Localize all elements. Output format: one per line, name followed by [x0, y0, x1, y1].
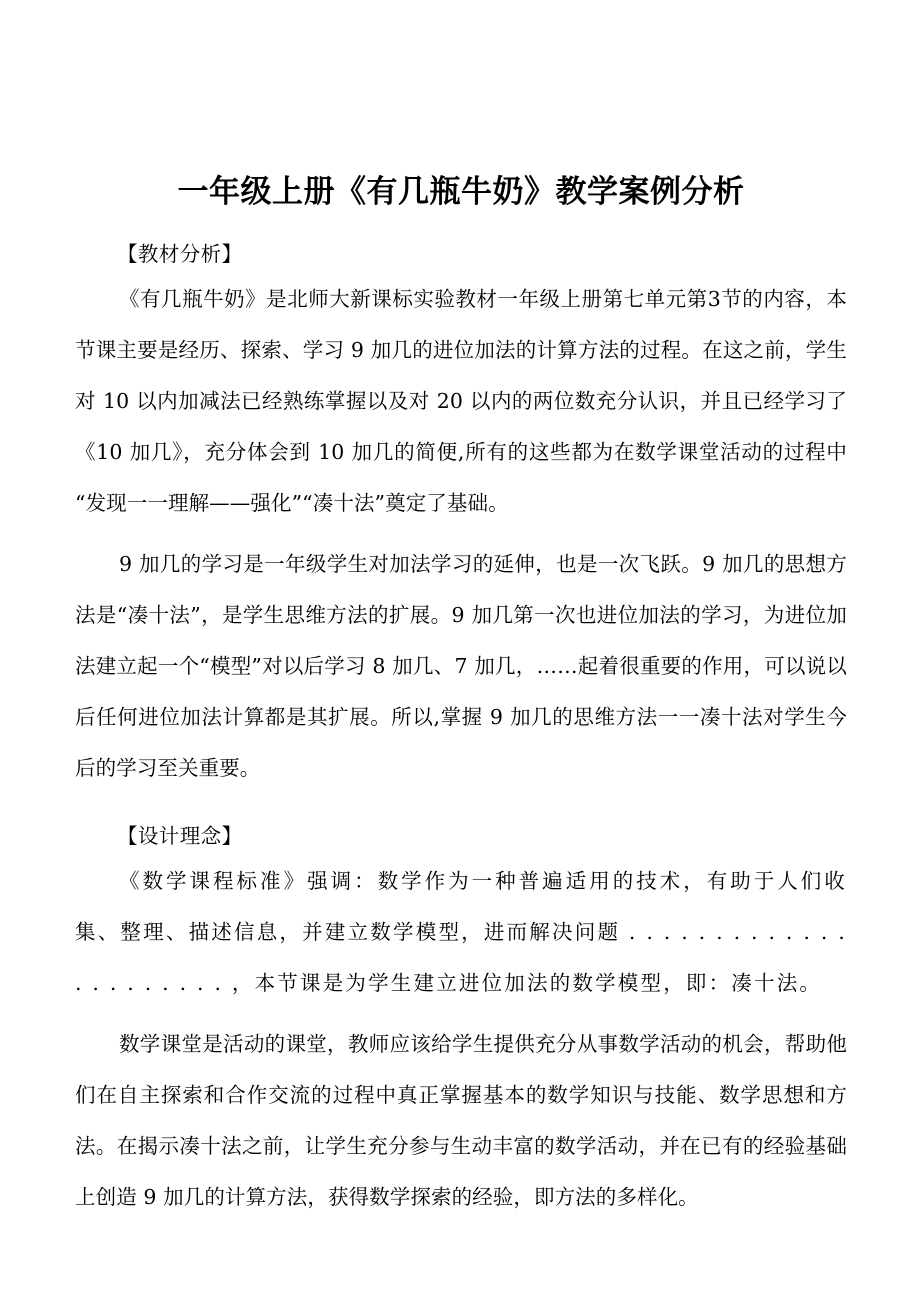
- paragraph-design-concept-2: 数学课堂是活动的课堂，教师应该给学生提供充分从事数学活动的机会，帮助他们在自主探索和合作交流的过程中真正掌握基本的数学知识与技能、数学思想和方法。在揭示凑十法之前，让学生充分参与生动丰富的数学活动，并在已有的经验基础上创造 9 加几的计算方法，获得数学探索的经验，即方法的多样化。: [75, 1032, 847, 1209]
- document-content: [75, 0, 847, 1223]
- paragraph-textbook-analysis-2: 9 加几的学习是一年级学生对加法学习的延伸，也是一次飞跃。9 加几的思想方法是“凑十法”，是学生思维方法的扩展。9 加几第一次也进位加法的学习，为进位加法建立起一个“模型”对以后学习 8 加几、7 加几，……起着很重要的作用，可以说以后任何进位加法计算都是其扩展。所以,掌握 9 加几的思维方法一一凑十法对学生今后的学习至关重要。: [75, 552, 847, 780]
- paragraph-textbook-analysis-1: 《有几瓶牛奶》是北师大新课标实验教材一年级上册第七单元第3节的内容，本节课主要是经历、探索、学习 9 加几的进位加法的计算方法的过程。在这之前，学生对 10 以内加减法已经熟练掌握以及对 20 以内的两位数充分认识，并且已经学习了《10 加几》，充分体会到 10 加几的简便,所有的这些都为在数学课堂活动的过程中“发现一一理解——强化”“凑十法”奠定了基础。: [75, 287, 847, 515]
- section-heading-design-concept: 【设计理念】: [117, 824, 243, 848]
- page-title: 一年级上册《有几瓶牛奶》教学案例分析: [177, 174, 745, 210]
- section-heading-teaching-material-analysis: 【教材分析】: [117, 242, 243, 266]
- paragraph-design-concept-1: 《数学课程标准》强调：数学作为一种普遍适用的技术，有助于人们收集、整理、描述信息，并建立数学模型，进而解决问题 . . . . . . . . . . . . . . . . . . . . . . ，本节课是为学生建立进位加法的数学模型，即：凑十法。: [75, 869, 847, 995]
